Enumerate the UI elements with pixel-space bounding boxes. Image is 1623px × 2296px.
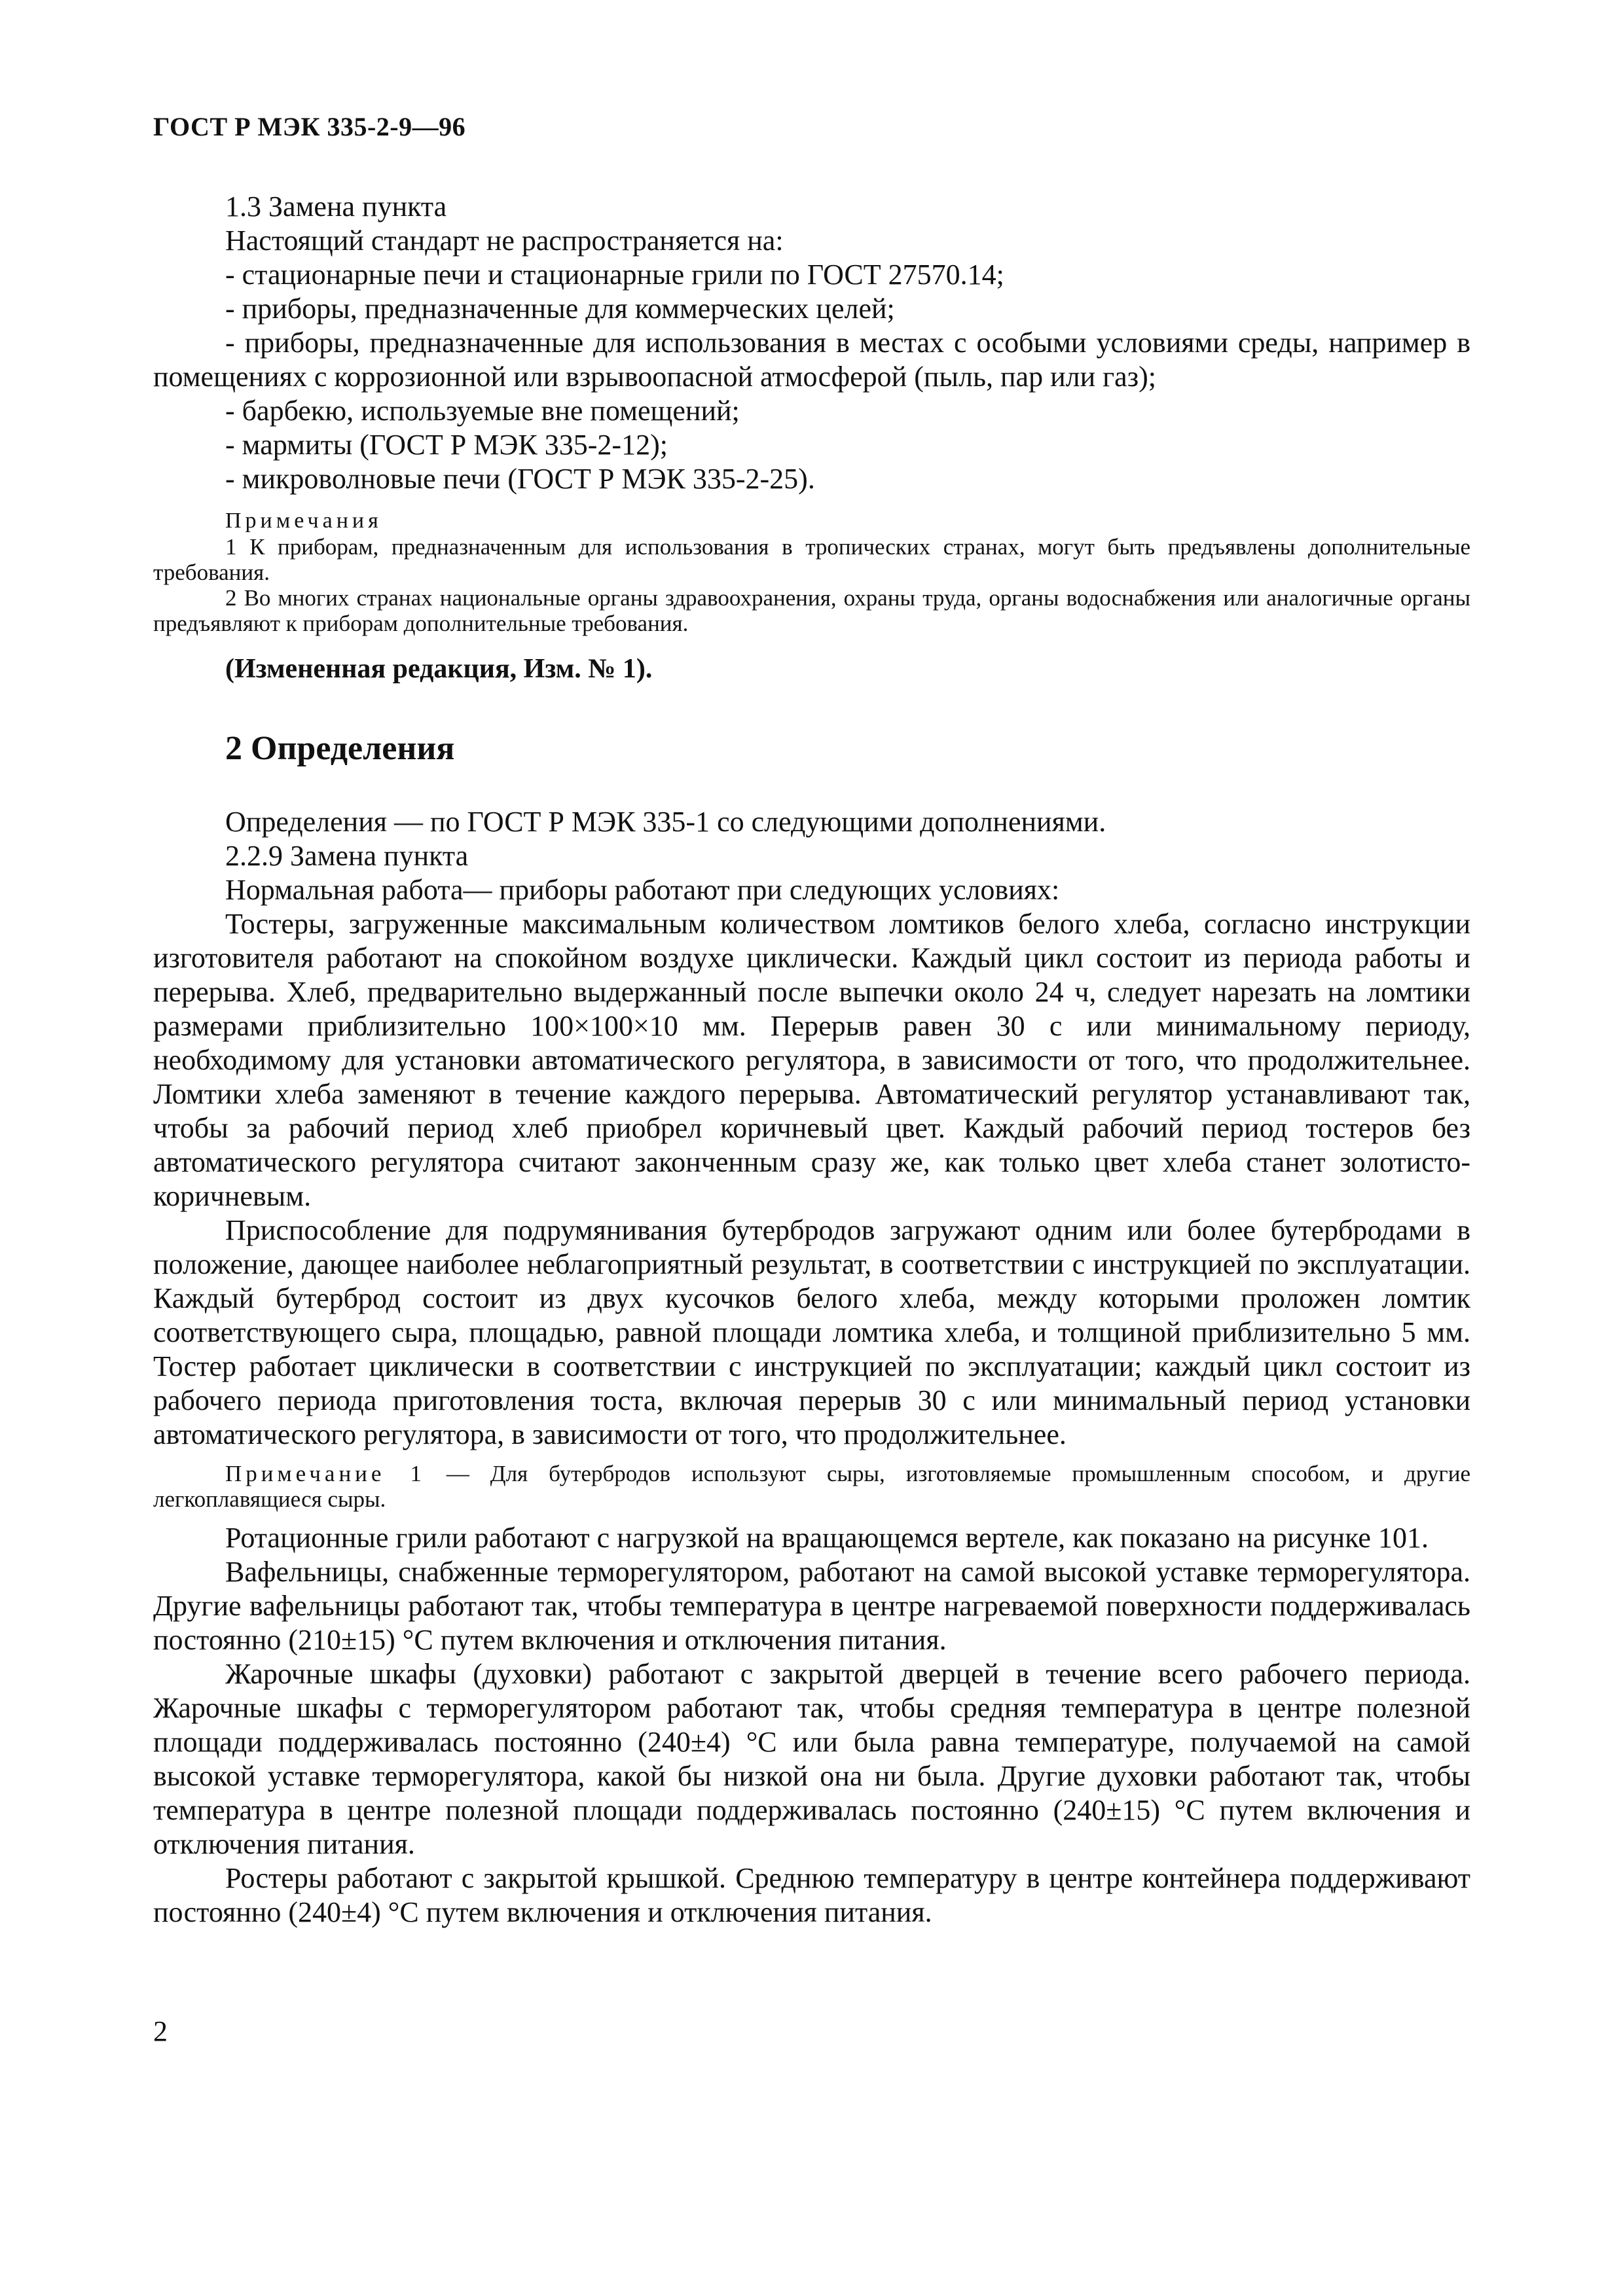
note-cheese [153, 1461, 1470, 1512]
notes-heading: Примечания [225, 509, 382, 533]
paragraph-roasters: Ростеры работают с закрытой крышкой. Среднюю температуру в центре контейнера поддерживают постоянно (240±4) °С путем включения и отключения питания. [153, 1862, 1470, 1928]
note-item: 1 К приборам, предназначенным для использования в тропических странах, могут быть предъявлены дополнительные требования. [153, 534, 1470, 585]
amendment-note: (Измененная редакция, Изм. № 1). [225, 654, 653, 684]
paragraph-rotary-grills: Ротационные грили работают с нагрузкой на вращающемся вертеле, как показано на рисунке 101. [225, 1522, 1429, 1554]
normal-operation-intro: Нормальная работа— приборы работают при следующих условиях: [225, 874, 1060, 906]
section-2-title: 2 Определения [225, 730, 455, 767]
note-label: Примечание 1 [225, 1461, 426, 1486]
list-item: - мармиты (ГОСТ Р МЭК 335-2-12); [225, 429, 668, 461]
document-body [153, 190, 1470, 1929]
list-item: - приборы, предназначенные для коммерческих целей; [225, 293, 895, 325]
list-item: - приборы, предназначенные для использования в местах с особыми условиями среды, например в помещениях с коррозионной или взрывоопасной атмосферой (пыль, пар или газ); [153, 327, 1470, 393]
paragraph-ovens: Жарочные шкафы (духовки) работают с закрытой дверцей в течение всего рабочего периода. Жарочные шкафы с терморегулятором работают так, чтобы средняя температура в центре полезной площади поддерживалась постоянно (240±4) °С или была равна температуре, получаемой на самой высокой уставке терморегулятора, какой бы низкой она ни была. Другие духовки работают так, чтобы температура в центре полезной площади поддерживалась постоянно (240±15) °С путем включения и отключения питания. [153, 1658, 1470, 1860]
list-item: - микроволновые печи (ГОСТ Р МЭК 335-2-25). [225, 463, 815, 495]
section-1-3-title: 1.3 Замена пункта [225, 190, 447, 223]
paragraph-toasters: Тостеры, загруженные максимальным количеством ломтиков белого хлеба, согласно инструкции изготовителя работают на спокойном воздухе циклически. Каждый цикл состоит из периода работы и перерыва. Хлеб, предварительно выдержанный после выпечки около 24 ч, следует нарезать на ломтики размерами приблизительно 100×100×10 мм. Перерыв равен 30 с или минимальному периоду, необходимому для установки автоматического регулятора, в зависимости от того, что продолжительнее. Ломтики хлеба заменяют в течение каждого перерыва. Автоматический регулятор устанавливают так, чтобы за рабочий период хлеб приобрел коричневый цвет. Каждый рабочий период тостеров без автоматического регулятора считают законченным сразу же, как только цвет хлеба станет золотисто-коричневым. [153, 908, 1470, 1212]
section-1-3-intro: Настоящий стандарт не распространяется на: [225, 224, 784, 257]
definitions-intro: Определения — по ГОСТ Р МЭК 335-1 со следующими дополнениями. [225, 806, 1106, 838]
paragraph-waffle-irons: Вафельницы, снабженные терморегулятором, работают на самой высокой уставке терморегулятора. Другие вафельницы работают так, чтобы температура в центре нагреваемой поверхности поддерживалась постоянно (210±15) °С путем включения и отключения питания. [153, 1556, 1470, 1656]
document-header: ГОСТ Р МЭК 335-2-9—96 [153, 112, 466, 141]
page-number: 2 [153, 2015, 168, 2047]
list-item: - стационарные печи и стационарные грили по ГОСТ 27570.14; [225, 259, 1004, 291]
list-item: - барбекю, используемые вне помещений; [225, 395, 740, 427]
note-item: 2 Во многих странах национальные органы здравоохранения, охраны труда, органы водоснабжения или аналогичные органы предъявляют к приборам дополнительные требования. [153, 585, 1470, 636]
subsection-2-2-9-title: 2.2.9 Замена пункта [225, 840, 469, 872]
paragraph-sandwich-toasters: Приспособление для подрумянивания бутербродов загружают одним или более бутербродами в положение, дающее наиболее неблагоприятный результат, в соответствии с инструкцией по эксплуатации. Каждый бутерброд состоит из двух кусочков белого хлеба, между которыми проложен ломтик соответствующего сыра, площадью, равной площади ломтика хлеба, и толщиной приблизительно 5 мм. Тостер работает циклически в соответствии с инструкцией по эксплуатации; каждый цикл состоит из рабочего периода приготовления тоста, включая перерыв 30 с или минимальный период установки автоматического регулятора, в зависимости от того, что продолжительнее. [153, 1214, 1470, 1450]
note-text: — Для бутербродов используют сыры, изготовляемые промышленным способом, и другие легкоплавящиеся сыры. [153, 1461, 1470, 1512]
